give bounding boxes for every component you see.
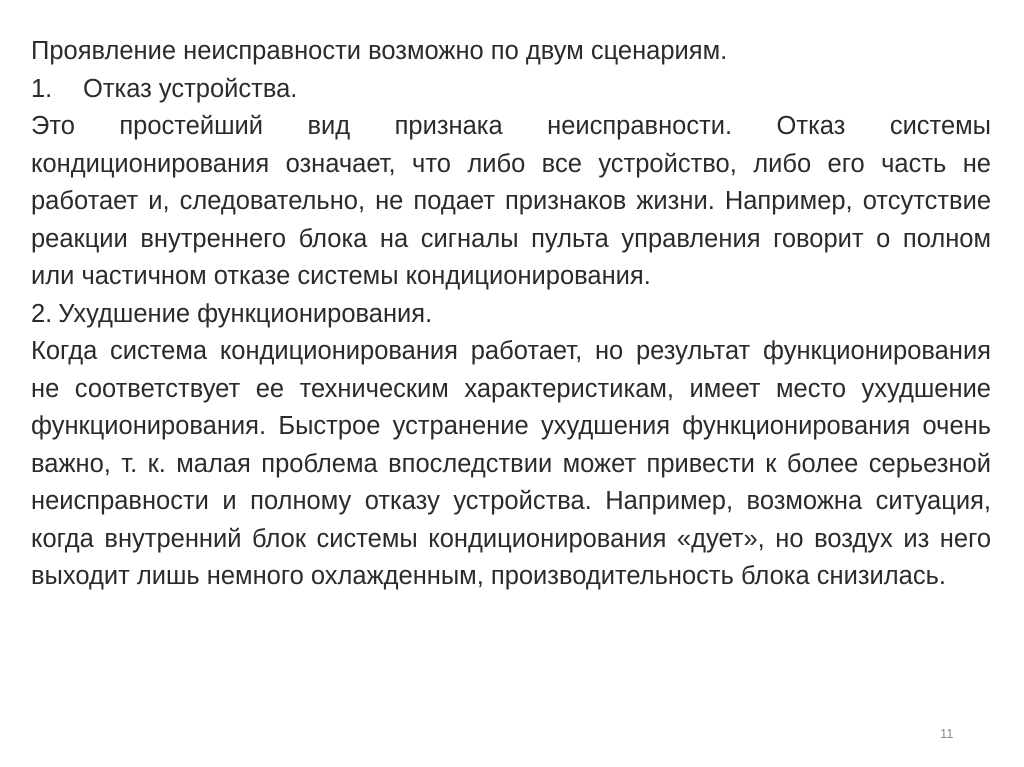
page-number: 11 bbox=[940, 726, 954, 741]
list-item-2 bbox=[31, 296, 991, 334]
list-item-1-title: Отказ устройства. bbox=[83, 74, 298, 103]
paragraph-2: Когда система кондиционирования работает, но результат функционирования не соответствует ее техническим характеристикам, имеет место ухудшение функционирования. Быстрое устранение ухудшения функционирования очень важно, т. к. малая проблема впоследствии может привести к более серьезной неисправности и полному отказу устройства. Например, возможна ситуация, когда внутренний блок системы кондиционирования «дует», но воздух из него выходит лишь немного охлажденным, производительность блока снизилась. bbox=[31, 337, 991, 590]
paragraph-1: Это простейший вид признака неисправности. Отказ системы кондиционирования означает, что либо все устройство, либо его часть не работает и, следовательно, не подает признаков жизни. Например, отсутствие реакции внутреннего блока на сигналы пульта управления говорит о полном или частичном отказе системы кондиционирования. bbox=[31, 112, 991, 290]
list-item-2-number: 2. bbox=[31, 299, 53, 328]
slide-content bbox=[31, 33, 991, 596]
list-item-1-number: 1. bbox=[31, 74, 53, 103]
list-item-2-title: Ухудшение функционирования. bbox=[58, 299, 433, 328]
list-item-1 bbox=[31, 71, 991, 109]
intro-text: Проявление неисправности возможно по двум сценариям. bbox=[31, 37, 728, 65]
